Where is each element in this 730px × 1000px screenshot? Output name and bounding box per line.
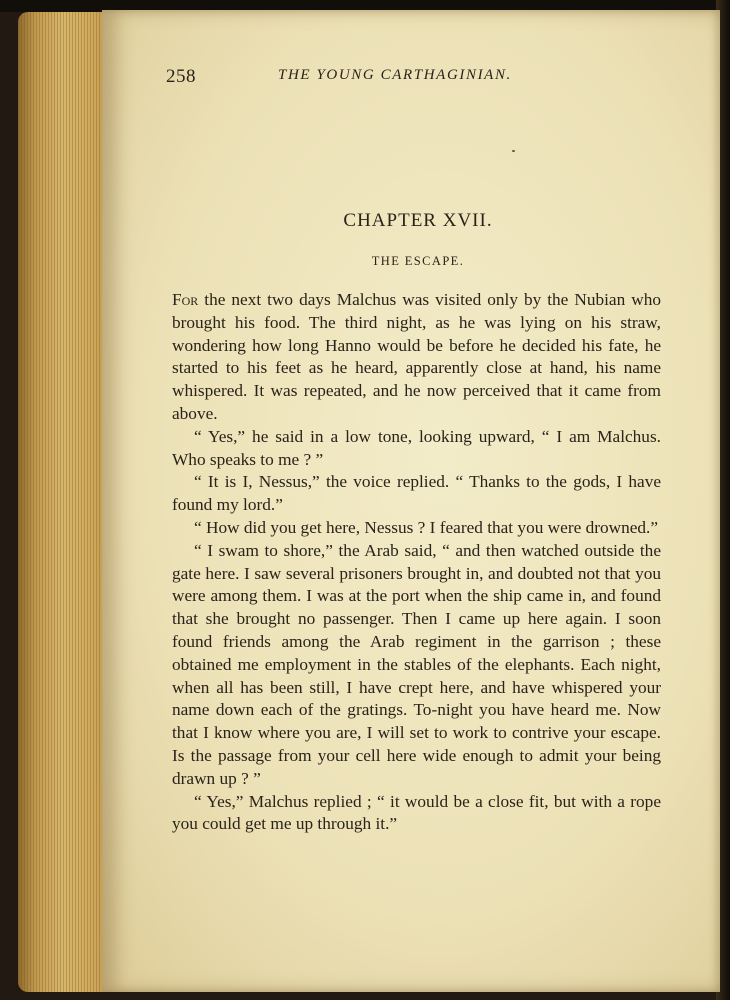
paragraph (172, 289, 661, 426)
chapter-title: CHAPTER XVII. (343, 210, 493, 231)
paper-speck (512, 150, 515, 152)
paragraph: “ Yes,” Malchus replied ; “ it would be a close fit, but with a rope you could get me up through it.” (172, 791, 661, 834)
book-page (102, 10, 720, 992)
paragraph: “ It is I, Nessus,” the voice replied. “ Thanks to the gods, I have found my lord.” (172, 472, 661, 515)
paragraph-lead: For (172, 290, 199, 309)
paragraph: “ I swam to shore,” the Arab said, “ and then watched outside the gate here. I saw several prisoners brought in, and doubted not that you were among them. I was at the port when the ship came in, and found that she brought no passenger. Then I came up here again. I soon found friends among the Arab regiment in the garrison ; these obtained me employment in the stables of the elephants. Each night, when all has been still, I have crept here, and have whispered your name down each of the gratings. To-night you have heard me. Now that I know where you are, I will set to work to contrive your escape. Is the passage from your cell here wide enough to admit your being drawn up ? ” (172, 540, 661, 788)
running-title: THE YOUNG CARTHAGINIAN. (278, 67, 512, 83)
body-text (172, 289, 661, 836)
page-number: 258 (166, 66, 196, 87)
chapter-subtitle: THE ESCAPE. (371, 254, 465, 268)
paragraph-text: the next two days Malchus was visited only by the Nubian who brought his food. The third night, as he was lying on his straw, wondering how long Hanno would be before he decided his fate, he started to his feet as he heard, apparently close at hand, his name whispered. It was repeated, and he now perceived that it came from above. (172, 290, 661, 423)
paragraph: “ How did you get here, Nessus ? I feared that you were drowned.” (194, 517, 659, 537)
paragraph: “ Yes,” he said in a low tone, looking upward, “ I am Malchus. Who speaks to me ? ” (172, 426, 661, 469)
running-head (166, 64, 666, 90)
